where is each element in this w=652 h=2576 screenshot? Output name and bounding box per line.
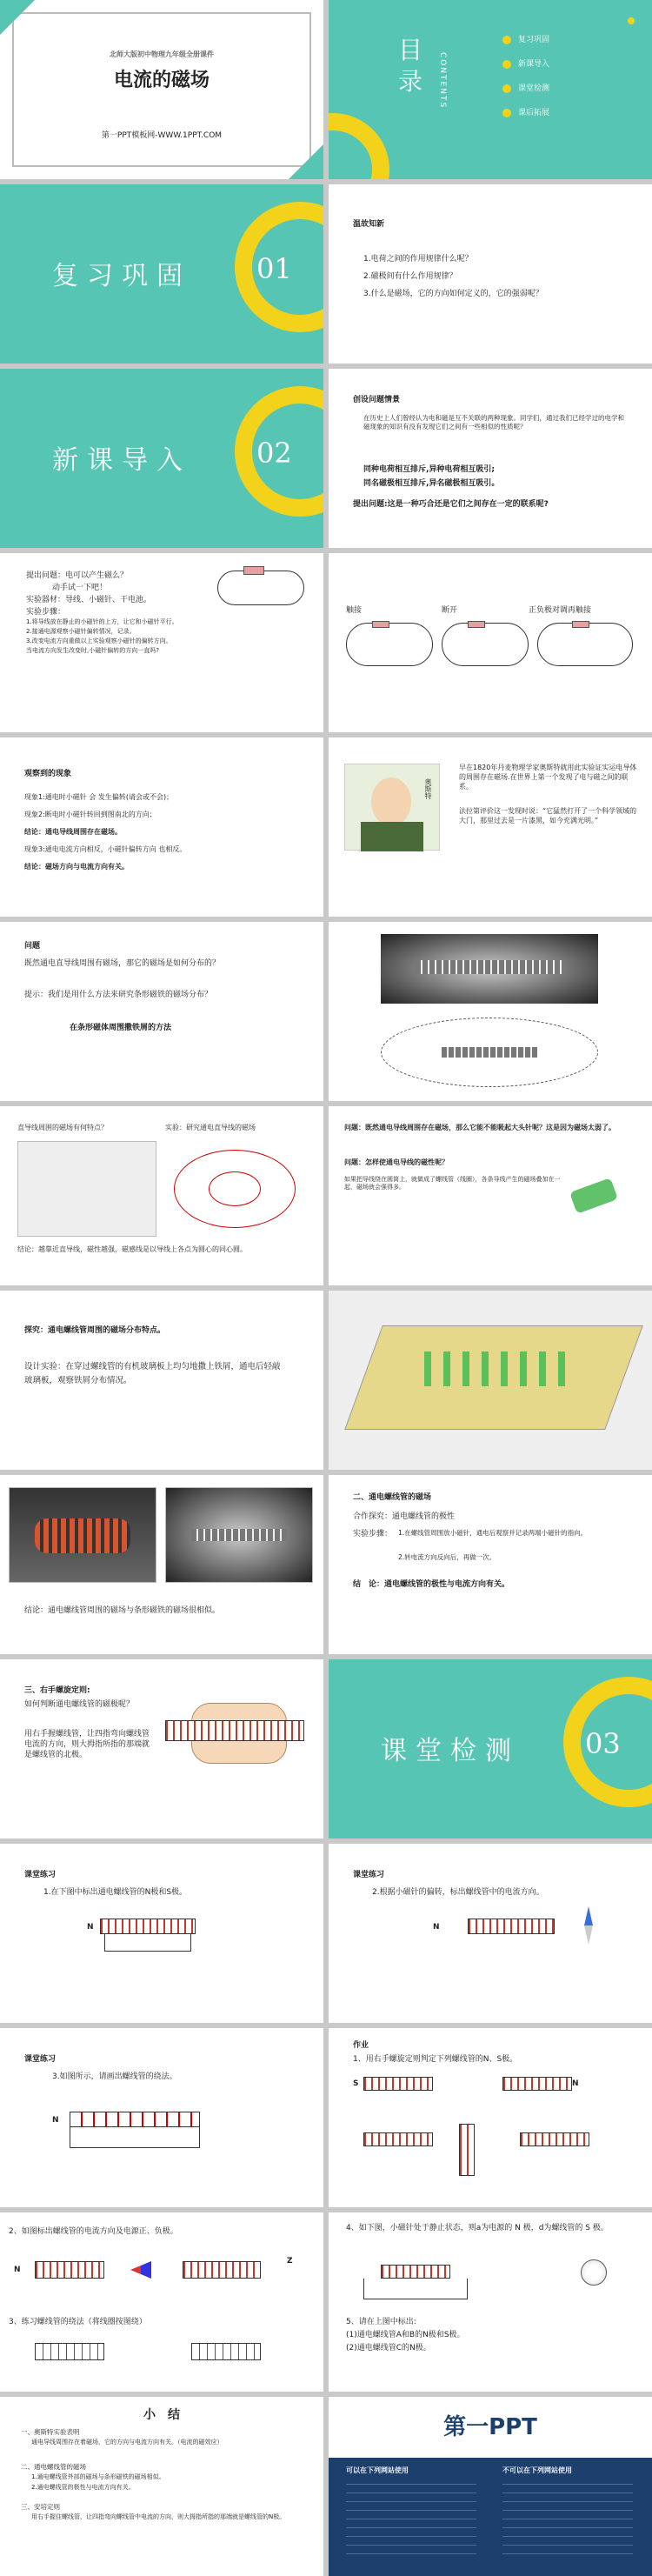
slide-solenoid-conclusion[interactable]: [0, 1475, 323, 1654]
slide-heading: 二、通电螺线管的磁场: [353, 1493, 432, 1502]
question-text: 提示：我们是用什么方法来研究条形磁铁的磁场分布？: [24, 991, 213, 999]
section-number: 01: [256, 252, 292, 285]
slide-heading: 三、右手螺旋定则:: [24, 1686, 90, 1695]
slide-section-check[interactable]: [329, 1659, 652, 1839]
slide-oersted[interactable]: [329, 737, 652, 917]
answer-text: 在条形磁体周围撒铁屑的方法: [70, 1024, 172, 1032]
pole-label: N: [87, 1923, 94, 1932]
question-text: 1.在下图中标出通电螺线管的N极和S极。: [43, 1888, 188, 1897]
paragraph: 用右手握螺线管，让四指弯向螺线管电流的方向，则大拇指所指的那端就是螺线管的北极。: [24, 1730, 150, 1760]
slide-exercise-2[interactable]: [329, 1844, 652, 2023]
summary-item: 三、安培定则: [21, 2503, 60, 2511]
contents-item[interactable]: 课堂检测: [502, 83, 549, 94]
pole-label: N: [14, 2266, 21, 2274]
observation: 现象3:通电电流方向相反，小磁针偏转方向 也相反。: [24, 845, 187, 853]
pole-label: N: [52, 2116, 59, 2125]
slide-field-question[interactable]: [0, 922, 323, 1101]
slide-heading: 课堂练习: [353, 1871, 385, 1879]
slide-experiment-photos[interactable]: [329, 553, 652, 732]
paragraph: 早在1820年丹麦物理学家奥斯特就用此实验证实运电导体的周围存在磁场.在世界上第一个发现了电与磁之间的联系。: [459, 764, 637, 791]
slide-homework-1[interactable]: [329, 2028, 652, 2207]
observation: 现象2:断电时小磁针转回到图南北的方向；: [24, 811, 156, 818]
paragraph: 如果把导线绕在圆筒上，就做成了螺线管（线圈），各条导线产生的磁场叠加在一起，磁场就会强得多。: [344, 1176, 561, 1191]
slide-heading: 课堂练习: [24, 2055, 57, 2064]
question-text: 问题：怎样使通电导线的磁性呢？: [344, 1158, 449, 1166]
slide-right-hand-rule[interactable]: [0, 1659, 323, 1839]
slide-heading: 课堂练习: [24, 1871, 57, 1879]
coil-image: [569, 1178, 618, 1214]
summary-item: 2.通电螺线管的极性与电流方向有关。: [31, 2484, 135, 2491]
wire-diagram: [217, 571, 304, 605]
column-heading: 可以在下列网站使用: [346, 2466, 409, 2474]
summary-item: 1.通电螺线管外部的磁场与条形磁铁的磁场相似。: [31, 2473, 165, 2480]
question-text: 直导线周围的磁场有何特点？: [17, 1124, 108, 1131]
question-text: 3.如图所示，请画出螺线管的绕法。: [52, 2072, 177, 2081]
slide-section-review[interactable]: [0, 184, 323, 364]
conclusion: 结 论：通电螺线管的极性与电流方向有关。: [353, 1580, 510, 1589]
statement: 提出问题:这是一种巧合还是它们之间存在一定的联系呢?: [353, 500, 549, 509]
paragraph: 法拉第评价这一发现时说：“它猛然打开了一个科学领域的大门，那里过去是一片漆黑，如今充满光明。”: [459, 807, 637, 824]
slide-section-intro[interactable]: [0, 369, 323, 548]
photo-label: 触接: [346, 606, 363, 615]
slide-heading: 小 结: [143, 2408, 180, 2422]
slide-heading: 创设问题情景: [353, 396, 401, 404]
portrait-badge: 奥斯特: [424, 778, 432, 799]
slide-contents[interactable]: [329, 0, 652, 179]
slide-heading: 温故知新: [353, 220, 385, 229]
pole-label: Z: [287, 2257, 293, 2266]
conclusion: 结论：通电螺线管周围的磁场与条形磁铁的磁场很相似。: [24, 1606, 221, 1615]
contents-item[interactable]: 复习巩固: [502, 35, 549, 45]
slide-heading: 作业: [353, 2041, 369, 2050]
contents-list: [502, 35, 549, 119]
slide-solenoid-question[interactable]: [329, 1106, 652, 1285]
slide-title[interactable]: [0, 0, 323, 179]
step-text: 2.接通电源观察小磁针偏转情况，记录。: [26, 628, 136, 635]
slide-problem-scenario[interactable]: [329, 369, 652, 548]
summary-item: 用右手握住螺线管，让四指弯向螺线管中电流的方向，则大拇指所指的那端就是螺线管的N极。: [31, 2513, 286, 2520]
question-text: 5、请在上图中标出:: [346, 2318, 416, 2326]
slide-heading: 观察到的现象: [24, 770, 72, 778]
conclusion: 结论：通电导线周围存在磁场。: [24, 828, 122, 836]
slide-experiment-setup[interactable]: [0, 553, 323, 732]
observation: 现象1:通电时小磁针 会 发生偏转(请会或不会)；: [24, 793, 174, 801]
section-heading: 新课导入: [52, 445, 191, 476]
question-text: 问题：既然通电导线周围存在磁场，那么它能不能吸起大头针呢？这是因为磁场太弱了。: [344, 1124, 615, 1131]
slide-explore-solenoid[interactable]: [0, 1291, 323, 1470]
slide-exercise-3[interactable]: [0, 2028, 323, 2207]
slide-straight-wire[interactable]: [0, 1106, 323, 1285]
step-text: 3.改变电流方向重做以上实验观察小磁针的偏转方向。: [26, 637, 172, 644]
column-heading: 不可以在下列网站使用: [502, 2466, 572, 2474]
compass-icon: [130, 2261, 151, 2279]
question-text: 1、用右手螺旋定则判定下列螺线管的N、S极。: [353, 2055, 518, 2064]
step-text: 2.转电流方向反向后，再做一次。: [398, 1553, 496, 1561]
summary-item: 通电导线周围存在着磁场，它的方向与电流方向有关。（电流的磁效应）: [31, 2439, 223, 2446]
contents-en: CONTENTS: [438, 52, 448, 110]
answer-line: (1)通电螺线管A和B的N极和S极。: [346, 2331, 465, 2339]
section-heading: 复习巩固: [52, 261, 191, 291]
slide-heading: 探究：通电螺线管周围的磁场分布特点。: [24, 1326, 166, 1335]
step-text: 1.将导线放在静止的小磁针的上方，让它和小磁针平行。: [26, 618, 178, 625]
question-text: 提出问题：电可以产生磁么？: [26, 571, 129, 580]
question-text: 3.什么是磁场，它的方向如何定义的，它的强弱呢？: [363, 290, 543, 298]
section-number: 03: [585, 1727, 621, 1760]
equipment-text: 实验器材：导线、小磁针、干电池。: [26, 596, 152, 604]
question-text: 3、练习螺线管的绕法（将线圈按图绕）: [9, 2318, 147, 2326]
slide-subtitle: 北师大版初中物理九年级全册课件: [110, 50, 214, 58]
slide-bar-magnet-field[interactable]: [329, 922, 652, 1101]
photo-label: 断开: [442, 606, 458, 615]
question-text: 动手试一下吧！: [52, 584, 108, 592]
pole-label: N: [433, 1923, 440, 1932]
slide-summary[interactable]: [0, 2397, 323, 2576]
question-text: 既然通电直导线周围有磁场，那它的磁场是如何分布的？: [24, 959, 221, 968]
compass-icon: [581, 2259, 607, 2286]
paragraph: 设计实验：在穿过螺线管的有机玻璃板上均匀地撒上铁屑，通电后轻敲玻璃板，观察铁屑分布情况。: [24, 1362, 281, 1386]
pole-label: N: [572, 2079, 579, 2088]
question-text: 1.电荷之间的作用规律什么呢？: [363, 255, 473, 264]
contents-item[interactable]: 课后拓展: [502, 108, 549, 118]
statement: 同名磁极相互排斥,异名磁极相互吸引。: [363, 479, 500, 488]
slide-solenoid-polarity[interactable]: [329, 1475, 652, 1654]
site-label: 第一PPT模板网-WWW.1PPT.COM: [101, 131, 223, 140]
contents-title: 目录: [398, 36, 423, 97]
slide-exercise-1[interactable]: [0, 1844, 323, 2023]
portrait: [344, 764, 440, 851]
summary-item: 二、通电螺线管的磁场: [21, 2463, 86, 2471]
slide-observations[interactable]: [0, 737, 323, 917]
photo-label: 正负极对调再触接: [529, 606, 592, 615]
step-text: 当电流方向发生改变时,小磁针偏转的方向一直吗?: [26, 647, 159, 654]
slide-heading: 问题: [24, 942, 41, 951]
slide-main-title: 电流的磁场: [113, 70, 210, 91]
section-number: 02: [256, 437, 292, 470]
paragraph: 合作探究：通电螺线管的极性: [353, 1512, 456, 1521]
slide-homework-2[interactable]: [0, 2212, 323, 2392]
experiment-label: 实验：研究通电直导线的磁场: [165, 1124, 256, 1131]
paragraph: 在历史上人们曾经认为电和磁是互不关联的两种现象。同学们，通过我们已经学过的电学和磁现象的知识有没有发现它们之间有一些相似的性质呢？: [363, 414, 624, 431]
conclusion: 结论：越靠近直导线，磁性越强，磁感线是以导线上各点为圆心的同心圆。: [17, 1245, 247, 1253]
logo: 第一PPT: [443, 2414, 537, 2440]
slide-review-questions[interactable]: [329, 184, 652, 364]
conclusion: 结论：磁场方向与电流方向有关。: [24, 863, 129, 871]
slide-solenoid-filings[interactable]: [329, 1291, 652, 1470]
steps-label: 实验步骤：: [26, 608, 66, 617]
answer-line: (2)通电螺线管C的N极。: [346, 2344, 431, 2352]
step-text: 1.在螺线管周围放小磁针，通电后观察并记录两端小磁针的指向。: [398, 1529, 588, 1537]
question-text: 2、如图标出螺线管的电流方向及电源正、负极。: [9, 2227, 178, 2236]
question-text: 2.磁极间有什么作用规律？: [363, 272, 457, 281]
steps-label: 实验步骤：: [353, 1530, 393, 1538]
question-text: 如何判断通电螺线管的磁极呢？: [24, 1700, 135, 1709]
section-heading: 课堂检测: [381, 1736, 520, 1766]
pole-label: S: [353, 2079, 359, 2088]
slide-homework-3[interactable]: [329, 2212, 652, 2392]
question-text: 4、如下图，小磁针处于静止状态，则a为电源的 N 极，d为螺线管的 S 极。: [346, 2224, 609, 2232]
compass-needle: [584, 1906, 593, 1945]
summary-item: 一、奥斯特实验表明: [21, 2428, 80, 2436]
slide-ppt-ad[interactable]: [329, 2397, 652, 2576]
contents-item[interactable]: 新课导入: [502, 59, 549, 70]
question-text: 2.根据小磁针的偏转，标出螺线管中的电流方向。: [372, 1888, 544, 1897]
battery-icon: [243, 566, 264, 575]
statement: 同种电荷相互排斥,异种电荷相互吸引;: [363, 465, 496, 474]
